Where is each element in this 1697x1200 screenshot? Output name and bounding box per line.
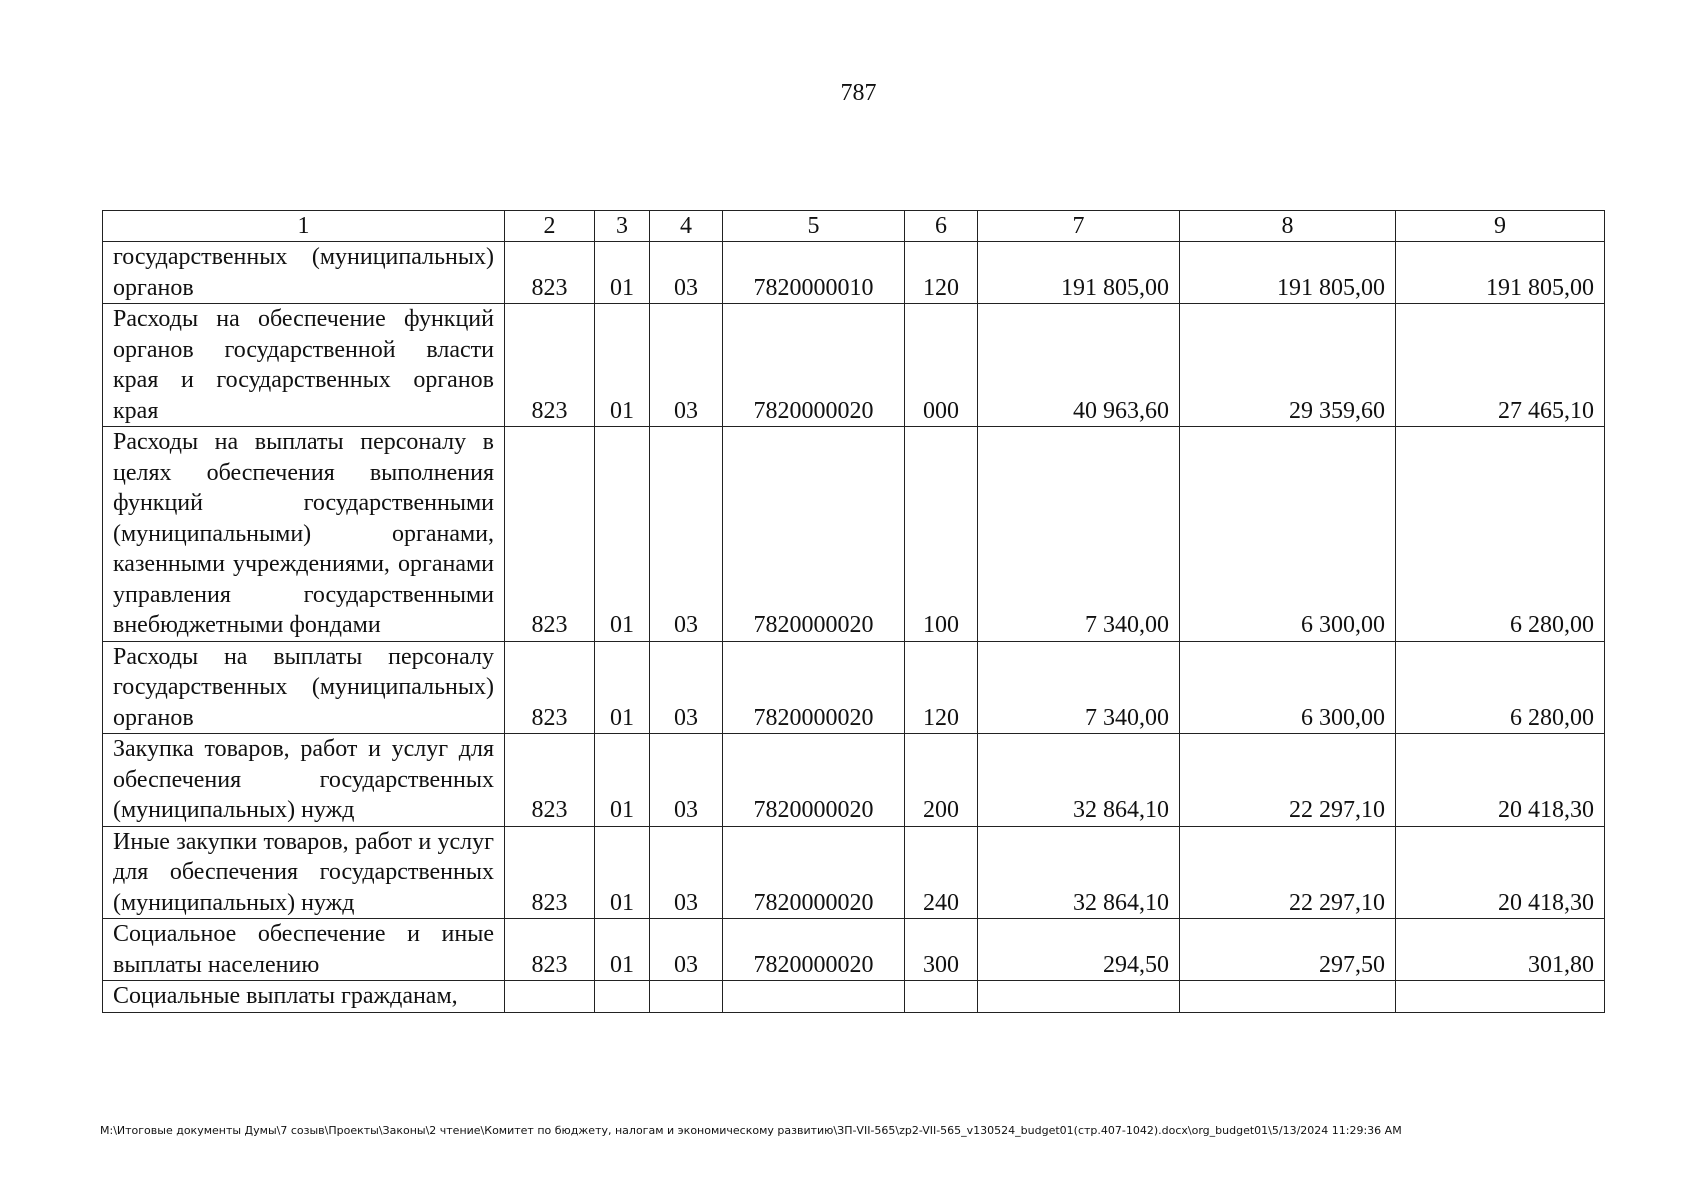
table-row (103, 641, 1605, 734)
subsection-code-cell: 03 (650, 919, 723, 981)
expense-type-cell: 120 (905, 242, 978, 304)
section-code-cell: 01 (595, 242, 650, 304)
row-description: Социальные выплаты гражданам, (103, 981, 505, 1013)
amount-col7-cell: 40 963,60 (978, 304, 1180, 427)
ministry-code-cell: 823 (505, 641, 595, 734)
table-header-row (103, 211, 1605, 242)
subsection-code-cell: 03 (650, 242, 723, 304)
subsection-code-cell: 03 (650, 734, 723, 827)
row-description: Расходы на выплаты персоналу государственных (муниципальных) органов (103, 641, 505, 734)
expense-type-cell: 100 (905, 427, 978, 642)
amount-col7-cell: 7 340,00 (978, 641, 1180, 734)
column-header-2: 2 (505, 211, 595, 242)
table-row (103, 826, 1605, 919)
row-description: Закупка товаров, работ и услуг для обеспечения государственных (муниципальных) нужд (103, 734, 505, 827)
amount-col8-cell: 297,50 (1180, 919, 1396, 981)
column-header-8: 8 (1180, 211, 1396, 242)
ministry-code-cell: 823 (505, 304, 595, 427)
amount-col7-cell: 32 864,10 (978, 826, 1180, 919)
expense-type-cell: 240 (905, 826, 978, 919)
page-number: 787 (840, 80, 877, 106)
amount-col8-cell: 22 297,10 (1180, 826, 1396, 919)
amount-col9-cell: 20 418,30 (1396, 734, 1605, 827)
amount-col8-cell (1180, 981, 1396, 1013)
column-header-6: 6 (905, 211, 978, 242)
section-code-cell: 01 (595, 304, 650, 427)
row-description: Расходы на обеспечение функций органов государственной власти края и государственных органов края (103, 304, 505, 427)
amount-col9-cell: 27 465,10 (1396, 304, 1605, 427)
amount-col9-cell: 6 280,00 (1396, 427, 1605, 642)
target-article-cell: 7820000010 (723, 242, 905, 304)
amount-col7-cell: 191 805,00 (978, 242, 1180, 304)
ministry-code-cell: 823 (505, 919, 595, 981)
budget-table (102, 210, 1605, 1013)
section-code-cell: 01 (595, 734, 650, 827)
subsection-code-cell: 03 (650, 427, 723, 642)
column-header-5: 5 (723, 211, 905, 242)
section-code-cell: 01 (595, 427, 650, 642)
subsection-code-cell: 03 (650, 641, 723, 734)
section-code-cell: 01 (595, 826, 650, 919)
table-row (103, 304, 1605, 427)
section-code-cell (595, 981, 650, 1013)
section-code-cell: 01 (595, 919, 650, 981)
row-description: Расходы на выплаты персоналу в целях обеспечения выполнения функций государственными (муниципальными) органами, казенными учреждениями, органами управления государственными внебюджетными фондами (103, 427, 505, 642)
table-row (103, 919, 1605, 981)
amount-col9-cell: 20 418,30 (1396, 826, 1605, 919)
subsection-code-cell (650, 981, 723, 1013)
subsection-code-cell: 03 (650, 304, 723, 427)
target-article-cell: 7820000020 (723, 641, 905, 734)
amount-col7-cell: 294,50 (978, 919, 1180, 981)
column-header-3: 3 (595, 211, 650, 242)
expense-type-cell (905, 981, 978, 1013)
ministry-code-cell (505, 981, 595, 1013)
column-header-4: 4 (650, 211, 723, 242)
amount-col8-cell: 6 300,00 (1180, 427, 1396, 642)
table-row (103, 242, 1605, 304)
row-description: государственных (муниципальных) органов (103, 242, 505, 304)
expense-type-cell: 120 (905, 641, 978, 734)
column-header-1: 1 (103, 211, 505, 242)
target-article-cell: 7820000020 (723, 304, 905, 427)
amount-col8-cell: 191 805,00 (1180, 242, 1396, 304)
row-description: Социальное обеспечение и иные выплаты населению (103, 919, 505, 981)
file-path-footer: M:\Итоговые документы Думы\7 созыв\Проекты\Законы\2 чтение\Комитет по бюджету, налогам и экономическому развитию\ЗП-VII-565\zp2-VII-565_v130524_budget01(стр.407-1042).docx\org_budget01\5/13/2024 11:29:36 AM (100, 1124, 1402, 1137)
amount-col9-cell: 301,80 (1396, 919, 1605, 981)
target-article-cell: 7820000020 (723, 826, 905, 919)
amount-col8-cell: 22 297,10 (1180, 734, 1396, 827)
target-article-cell: 7820000020 (723, 734, 905, 827)
expense-type-cell: 300 (905, 919, 978, 981)
amount-col7-cell: 32 864,10 (978, 734, 1180, 827)
table-row (103, 981, 1605, 1013)
row-description: Иные закупки товаров, работ и услуг для обеспечения государственных (муниципальных) нужд (103, 826, 505, 919)
section-code-cell: 01 (595, 641, 650, 734)
expense-type-cell: 200 (905, 734, 978, 827)
amount-col7-cell: 7 340,00 (978, 427, 1180, 642)
table-row (103, 734, 1605, 827)
amount-col9-cell (1396, 981, 1605, 1013)
ministry-code-cell: 823 (505, 734, 595, 827)
expense-type-cell: 000 (905, 304, 978, 427)
ministry-code-cell: 823 (505, 427, 595, 642)
amount-col9-cell: 6 280,00 (1396, 641, 1605, 734)
target-article-cell: 7820000020 (723, 919, 905, 981)
target-article-cell: 7820000020 (723, 427, 905, 642)
ministry-code-cell: 823 (505, 826, 595, 919)
table-row (103, 427, 1605, 642)
amount-col8-cell: 6 300,00 (1180, 641, 1396, 734)
column-header-9: 9 (1396, 211, 1605, 242)
target-article-cell (723, 981, 905, 1013)
amount-col7-cell (978, 981, 1180, 1013)
subsection-code-cell: 03 (650, 826, 723, 919)
column-header-7: 7 (978, 211, 1180, 242)
amount-col8-cell: 29 359,60 (1180, 304, 1396, 427)
amount-col9-cell: 191 805,00 (1396, 242, 1605, 304)
ministry-code-cell: 823 (505, 242, 595, 304)
